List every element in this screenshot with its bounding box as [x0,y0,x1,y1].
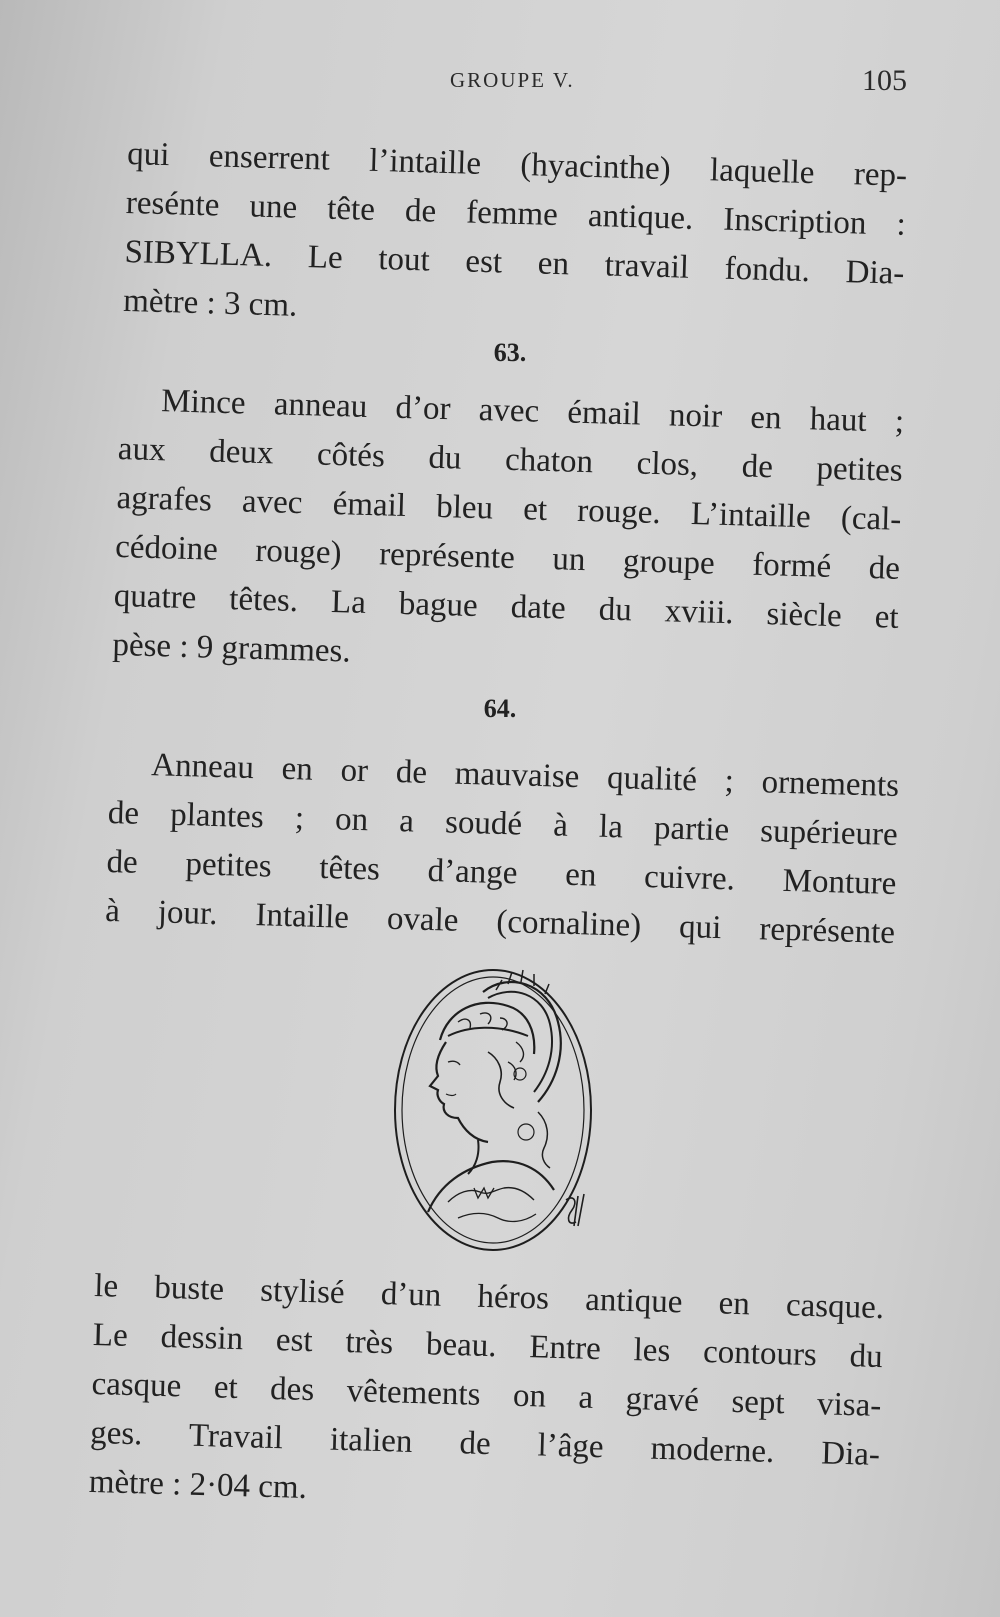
running-head: GROUPE V. [450,68,575,92]
text-line: Le dessin est très beau. Entre les contours du [92,1316,884,1376]
text-line: cédoine rouge) représente un groupe formé de [114,528,901,587]
continued-paragraph [123,130,908,348]
text-line: aux deux côtés du chaton clos, de petites [117,430,904,489]
page-number: 105 [862,64,907,97]
text-line: casque et des vêtements on a gravé sept visa- [91,1365,882,1425]
text-line: qui enserrent l’intaille (hyacinthe) laquelle rep- [126,135,908,194]
text-line: SIBYLLA. Le tout est en travail fondu. Dia- [124,233,905,292]
intaglio-helmeted-bust-icon [388,962,608,1262]
text-line: Mince anneau d’or avec émail noir en haut ; [160,383,905,440]
entry-63-paragraph [112,376,905,692]
text-line: agrafes avec émail bleu et rouge. L’intaille (cal- [116,479,902,538]
text-line: mètre : 2·04 cm. [88,1463,308,1506]
text-line: pèse : 9 grammes. [111,626,352,670]
text-line: ges. Travail italien de l’âge moderne. Dia- [89,1414,881,1473]
page-header [0,64,1000,104]
text-line: quatre têtes. La bague date du xviii. siècle et [113,577,900,636]
text-line: reséntе une tête de femme antique. Inscription : [125,184,907,243]
entry-number-64: 64. [483,694,517,723]
text-line: de petites têtes d’ange en cuivre. Monture [106,843,897,903]
entry-64-paragraph-top [105,740,900,958]
intaglio-illustration [388,962,608,1262]
text-line: à jour. Intaille ovale (cornaline) qui représente [104,892,896,951]
entry-64-paragraph-bottom [88,1262,885,1529]
text-line: le buste stylisé d’un héros antique en casque. [93,1267,885,1327]
text-line: Anneau en or de mauvaise qualité ; ornements [150,747,900,805]
text-line: de plantes ; on a soudé à la partie supérieure [107,794,899,854]
text-line: mètre : 3 cm. [122,282,298,324]
entry-number-63: 63. [493,338,527,367]
